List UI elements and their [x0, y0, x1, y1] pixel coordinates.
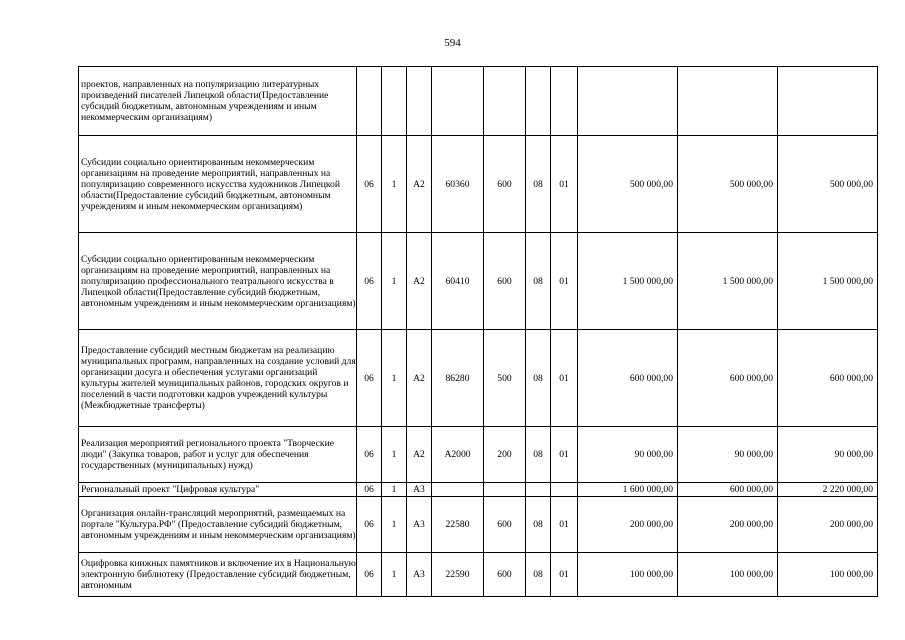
code-cell: 60410 — [432, 233, 484, 330]
amount-cell: 90 000,00 — [778, 427, 878, 483]
amount-cell: 500 000,00 — [678, 136, 778, 233]
amount-cell: 2 220 000,00 — [778, 483, 878, 497]
row-description: Региональный проект "Цифровая культура" — [79, 483, 357, 497]
code-cell: 06 — [357, 497, 382, 553]
row-description: Организация онлайн-трансляций мероприятий, размещаемых на портале "Культура.РФ" (Предоставление субсидий бюджетным, автономным учреждениям и иным некоммерческим организациям) — [79, 497, 357, 553]
code-cell: А2 — [407, 330, 432, 427]
amount-cell: 90 000,00 — [578, 427, 678, 483]
table-row — [79, 67, 878, 136]
table-row — [79, 427, 878, 483]
code-cell — [357, 67, 382, 136]
code-cell: 01 — [551, 427, 578, 483]
code-cell: 60360 — [432, 136, 484, 233]
amount-cell: 600 000,00 — [678, 483, 778, 497]
code-cell: 06 — [357, 233, 382, 330]
amount-cell — [778, 67, 878, 136]
amount-cell: 500 000,00 — [778, 136, 878, 233]
code-cell: А3 — [407, 553, 432, 597]
amount-cell — [678, 67, 778, 136]
amount-cell: 500 000,00 — [578, 136, 678, 233]
code-cell: 22580 — [432, 497, 484, 553]
code-cell: 1 — [382, 483, 407, 497]
amount-cell: 100 000,00 — [578, 553, 678, 597]
amount-cell: 1 500 000,00 — [578, 233, 678, 330]
code-cell: 200 — [484, 427, 526, 483]
page-number: 594 — [444, 37, 461, 49]
row-description: Субсидии социально ориентированным некоммерческим организациям на проведение мероприятий, направленных на популяризацию профессионального театрального искусства в Липецкой области(Предоставление субсидий бюджетным, автономным учреждениям и иным некоммерческим организациям) — [79, 233, 357, 330]
code-cell: 86280 — [432, 330, 484, 427]
amount-cell: 200 000,00 — [678, 497, 778, 553]
table-row — [79, 497, 878, 553]
table-row — [79, 483, 878, 497]
amount-cell — [578, 67, 678, 136]
code-cell: 600 — [484, 553, 526, 597]
code-cell: А2 — [407, 233, 432, 330]
amount-cell: 1 500 000,00 — [778, 233, 878, 330]
code-cell — [432, 67, 484, 136]
row-description: проектов, направленных на популяризацию литературных произведений писателей Липецкой области(Предоставление субсидий бюджетным, автономным учреждениям и иным некоммерческим организациям) — [79, 67, 357, 136]
amount-cell: 100 000,00 — [778, 553, 878, 597]
amount-cell: 600 000,00 — [578, 330, 678, 427]
code-cell: 22590 — [432, 553, 484, 597]
row-description: Оцифровка книжных памятников и включение их в Национальную электронную библиотеку (Предоставление субсидий бюджетным, автономным — [79, 553, 357, 597]
code-cell: 600 — [484, 136, 526, 233]
code-cell — [551, 67, 578, 136]
amount-cell: 600 000,00 — [678, 330, 778, 427]
code-cell — [526, 67, 551, 136]
table-row — [79, 330, 878, 427]
table-row — [79, 136, 878, 233]
amount-cell: 1 600 000,00 — [578, 483, 678, 497]
amount-cell: 200 000,00 — [578, 497, 678, 553]
code-cell: 08 — [526, 497, 551, 553]
code-cell: 01 — [551, 330, 578, 427]
code-cell: 01 — [551, 553, 578, 597]
code-cell: 500 — [484, 330, 526, 427]
code-cell — [551, 483, 578, 497]
code-cell: 1 — [382, 497, 407, 553]
code-cell: 600 — [484, 233, 526, 330]
code-cell: 08 — [526, 553, 551, 597]
code-cell — [432, 483, 484, 497]
amount-cell: 100 000,00 — [678, 553, 778, 597]
code-cell: 08 — [526, 233, 551, 330]
code-cell: 08 — [526, 136, 551, 233]
amount-cell: 90 000,00 — [678, 427, 778, 483]
code-cell: 1 — [382, 330, 407, 427]
code-cell: А2 — [407, 136, 432, 233]
code-cell — [484, 67, 526, 136]
code-cell: 08 — [526, 427, 551, 483]
code-cell — [484, 483, 526, 497]
amount-cell: 600 000,00 — [778, 330, 878, 427]
code-cell: А3 — [407, 483, 432, 497]
code-cell — [526, 483, 551, 497]
budget-table — [78, 66, 878, 597]
code-cell: 01 — [551, 136, 578, 233]
code-cell: 06 — [357, 483, 382, 497]
code-cell — [382, 67, 407, 136]
code-cell: 06 — [357, 136, 382, 233]
amount-cell: 1 500 000,00 — [678, 233, 778, 330]
code-cell: 06 — [357, 330, 382, 427]
code-cell: А2 — [407, 427, 432, 483]
row-description: Субсидии социально ориентированным некоммерческим организациям на проведение мероприятий, направленных на популяризацию современного искусства художников Липецкой области(Предоставление субсидий бюджетным, автономным учреждениям и иным некоммерческим организациям) — [79, 136, 357, 233]
row-description: Реализация мероприятий регионального проекта "Творческие люди" (Закупка товаров, работ и услуг для обеспечения государственных (муниципальных) нужд) — [79, 427, 357, 483]
code-cell: 01 — [551, 233, 578, 330]
code-cell: 01 — [551, 497, 578, 553]
code-cell — [407, 67, 432, 136]
code-cell: 1 — [382, 136, 407, 233]
row-description: Предоставление субсидий местным бюджетам на реализацию муниципальных программ, направленных на создание условий для организации досуга и обеспечения услугами организаций культуры жителей муниципальных районов, городских округов и поселений в части подготовки кадров учреждений культуры (Межбюджетные трансферты) — [79, 330, 357, 427]
code-cell: 1 — [382, 553, 407, 597]
code-cell: 1 — [382, 427, 407, 483]
table-row — [79, 553, 878, 597]
code-cell: 08 — [526, 330, 551, 427]
amount-cell: 200 000,00 — [778, 497, 878, 553]
code-cell: 1 — [382, 233, 407, 330]
code-cell: А2000 — [432, 427, 484, 483]
code-cell: 06 — [357, 553, 382, 597]
table-row — [79, 233, 878, 330]
code-cell: 600 — [484, 497, 526, 553]
code-cell: 06 — [357, 427, 382, 483]
code-cell: А3 — [407, 497, 432, 553]
